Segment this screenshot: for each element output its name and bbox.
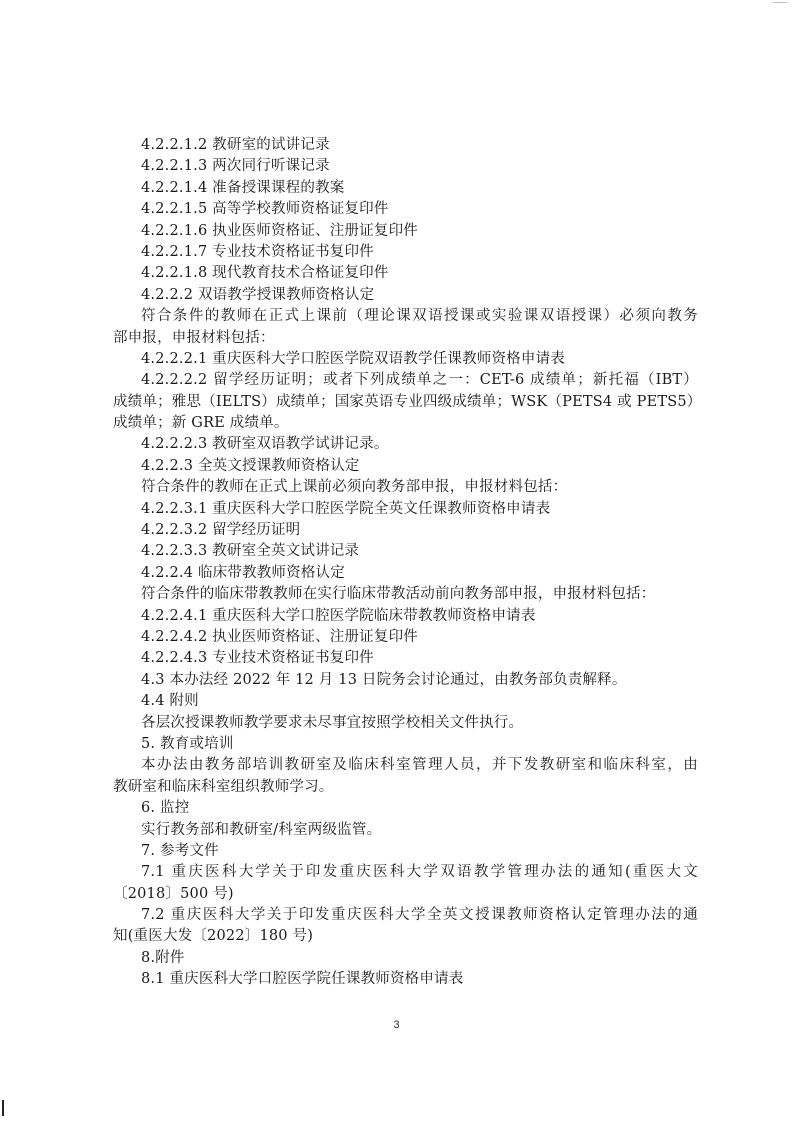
paragraph-line: 成绩单；新 GRE 成绩单。 (113, 415, 289, 432)
reference-item-7-1: 7.1 重庆医科大学关于印发重庆医科大学双语教学管理办法的通知(重医大文 (141, 864, 698, 881)
text-line-4-2-2-2-1: 4.2.2.2.1 重庆医科大学口腔医学院双语教学任课教师资格申请表 (141, 350, 565, 367)
section-heading-7: 7. 参考文件 (141, 842, 219, 859)
page-number: 3 (393, 1019, 400, 1031)
text-line-4-2-2-3-1: 4.2.2.3.1 重庆医科大学口腔医学院全英文任课教师资格申请表 (141, 500, 551, 517)
section-heading-8: 8.附件 (141, 949, 185, 966)
attachment-item-8-1: 8.1 重庆医科大学口腔医学院任课教师资格申请表 (141, 971, 464, 988)
paragraph-line: 部申报，申报材料包括： (113, 329, 275, 346)
text-line-4-2-2-1-6: 4.2.2.1.6 执业医师资格证、注册证复印件 (141, 222, 418, 239)
paragraph-line: 符合条件的教师在正式上课前必须向教务部申报，申报材料包括： (141, 479, 568, 496)
reference-item-continued: 〔2018〕500 号) (113, 885, 234, 902)
scan-corner-mark (773, 2, 787, 11)
section-heading-5: 5. 教育或培训 (141, 735, 234, 752)
paragraph-line: 成绩单；雅思（IELTS）成绩单；国家英语专业四级成绩单；WSK（PETS4 或 PETS5） (113, 393, 702, 410)
scan-edge-mark (2, 1100, 4, 1116)
text-line-4-2-2-1-3: 4.2.2.1.3 两次同行听课记录 (141, 158, 330, 175)
text-line-4-2-2-1-8: 4.2.2.1.8 现代教育技术合格证复印件 (141, 265, 389, 282)
paragraph-line: 符合条件的教师在正式上课前（理论课双语授课或实验课双语授课）必须向教务 (141, 308, 698, 325)
text-line-4-2-2-3-2: 4.2.2.3.2 留学经历证明 (141, 522, 301, 539)
paragraph-line: 本办法由教务部培训教研室及临床科室管理人员，并下发教研室和临床科室，由 (141, 757, 698, 774)
text-line-4-2-2-1-5: 4.2.2.1.5 高等学校教师资格证复印件 (141, 201, 389, 218)
section-heading-4-2-2-3: 4.2.2.3 全英文授课教师资格认定 (141, 457, 360, 474)
text-line-4-2-2-4-1: 4.2.2.4.1 重庆医科大学口腔医学院临床带教教师资格申请表 (141, 607, 536, 624)
text-line-4-2-2-1-7: 4.2.2.1.7 专业技术资格证书复印件 (141, 243, 374, 260)
reference-item-7-2: 7.2 重庆医科大学关于印发重庆医科大学全英文授课教师资格认定管理办法的通 (141, 907, 698, 924)
paragraph-line: 符合条件的临床带教教师在实行临床带教活动前向教务部申报，申报材料包括： (141, 586, 656, 603)
document-body (113, 135, 702, 991)
paragraph-line: 教研室和临床科室组织教师学习。 (113, 778, 334, 795)
paragraph-line: 实行教务部和教研室/科室两级监管。 (141, 821, 382, 838)
text-line-4-3: 4.3 本办法经 2022 年 12 月 13 日院务会讨论通过，由教务部负责解释。 (141, 671, 627, 688)
text-line-4-2-2-2-3: 4.2.2.2.3 教研室双语教学试讲记录。 (141, 436, 389, 453)
text-line-4-2-2-1-4: 4.2.2.1.4 准备授课课程的教案 (141, 179, 345, 196)
section-heading-4-2-2-4: 4.2.2.4 临床带教教师资格认定 (141, 564, 345, 581)
paragraph-line: 各层次授课教师教学要求未尽事宜按照学校相关文件执行。 (141, 714, 524, 731)
text-line-4-2-2-3-3: 4.2.2.3.3 教研室全英文试讲记录 (141, 543, 360, 560)
section-heading-6: 6. 监控 (141, 800, 190, 817)
section-heading-4-4: 4.4 附则 (141, 693, 199, 710)
text-line-4-2-2-4-2: 4.2.2.4.2 执业医师资格证、注册证复印件 (141, 628, 418, 645)
text-line-4-2-2-4-3: 4.2.2.4.3 专业技术资格证书复印件 (141, 650, 374, 667)
section-heading-4-2-2-2: 4.2.2.2 双语教学授课教师资格认定 (141, 286, 375, 303)
text-line-4-2-2-2-2: 4.2.2.2.2 留学经历证明；或者下列成绩单之一：CET-6 成绩单；新托福（IBT） (141, 372, 698, 389)
reference-item-continued: 知(重医大发〔2022〕180 号) (113, 928, 314, 945)
text-line-4-2-2-1-2: 4.2.2.1.2 教研室的试讲记录 (141, 137, 330, 153)
